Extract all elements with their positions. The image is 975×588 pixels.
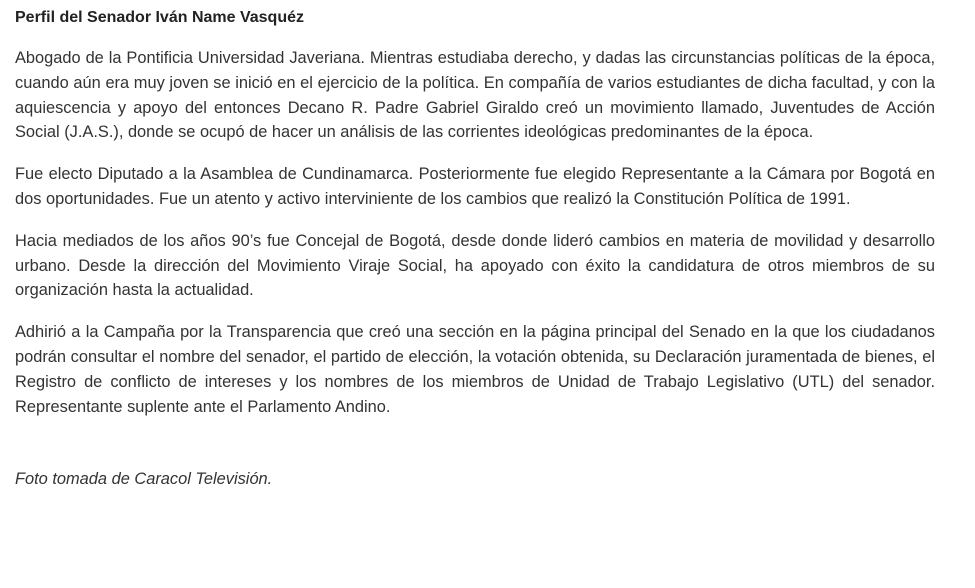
photo-caption: Foto tomada de Caracol Televisión. <box>15 470 273 489</box>
paragraph-career: Fue electo Diputado a la Asamblea de Cundinamarca. Posteriormente fue elegido Representante a la Cámara por Bogotá en dos oportunidades. Fue un atento y activo interviniente de los cambios que realizó la Constitución Política de 1991. <box>15 165 935 208</box>
paragraph-transparency: Adhirió a la Campaña por la Transparencia que creó una sección en la página principal del Senado en la que los ciudadanos podrán consultar el nombre del senador, el partido de elección, la votación obtenida, su Declaración juramentada de bienes, el Registro de conflicto de intereses y los nombres de los miembros de Unidad de Trabajo Legislativo (UTL) del senador. Representante suplente ante el Parlamento Andino. <box>15 323 935 416</box>
page-title: Perfil del Senador Iván Name Vasquéz <box>15 9 304 26</box>
paragraph-council: Hacia mediados de los años 90’s fue Concejal de Bogotá, desde donde lideró cambios en materia de movilidad y desarrollo urbano. Desde la dirección del Movimiento Viraje Social, ha apoyado con éxito la candidatura de otros miembros de su organización hasta la actualidad. <box>15 231 935 300</box>
article-body <box>15 0 935 492</box>
paragraph-education: Abogado de la Pontificia Universidad Javeriana. Mientras estudiaba derecho, y dadas las circunstancias políticas de la época, cuando aún era muy joven se inició en el ejercicio de la política. En compañía de varios estudiantes de dicha facultad, y con la aquiescencia y apoyo del entonces Decano R. Padre Gabriel Giraldo creó un movimiento llamado, Juventudes de Acción Social (J.A.S.), donde se ocupó de hacer un análisis de las corrientes ideológicas predominantes de la época. <box>15 49 935 142</box>
